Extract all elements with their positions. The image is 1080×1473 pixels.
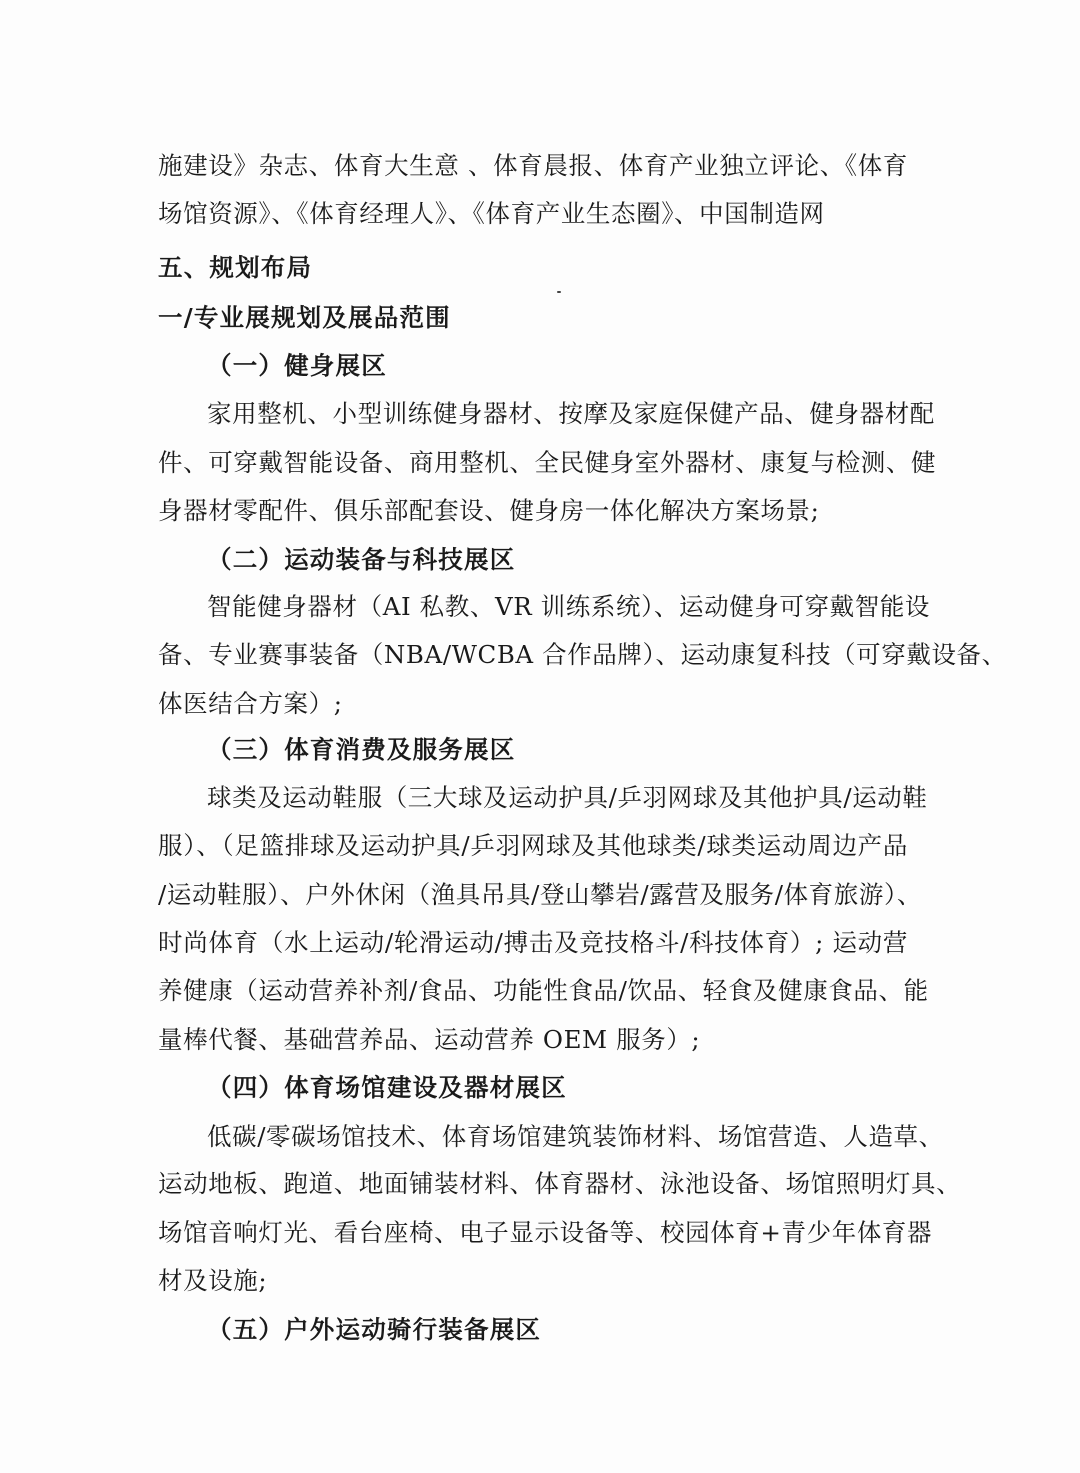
- subsection-heading: 一/专业展规划及展品范围: [158, 303, 451, 332]
- body-text-line: 运动地板、跑道、地面铺装材料、体育器材、泳池设备、场馆照明灯具、: [158, 1169, 962, 1198]
- body-text-line: 件、可穿戴智能设备、商用整机、全民健身室外器材、康复与检测、健: [158, 448, 937, 477]
- body-text-line: 量棒代餐、基础营养品、运动营养 OEM 服务）;: [158, 1025, 701, 1054]
- body-text-line: 时尚体育（水上运动/轮滑运动/搏击及竞技格斗/科技体育）; 运动营: [158, 928, 908, 957]
- body-text-line: 智能健身器材（AI 私教、VR 训练系统）、运动健身可穿戴智能设: [207, 592, 931, 621]
- body-text-line: 备、专业赛事装备（NBA/WCBA 合作品牌）、运动康复科技（可穿戴设备、: [158, 640, 1007, 669]
- body-text-line: 施建设》杂志、体育大生意 、体育晨报、体育产业独立评论、《体育: [158, 151, 908, 180]
- body-text-line: /运动鞋服）、户外休闲（渔具吊具/登山攀岩/露营及服务/体育旅游）、: [158, 880, 922, 909]
- zone-heading-fitness: （一）健身展区: [207, 351, 387, 380]
- scan-speck: [557, 291, 561, 293]
- zone-heading-consumer-services: （三）体育消费及服务展区: [207, 735, 516, 764]
- zone-heading-venues: （四）体育场馆建设及器材展区: [207, 1073, 567, 1102]
- zone-heading-outdoor-cycling: （五）户外运动骑行装备展区: [207, 1315, 542, 1344]
- body-text-line: 体医结合方案）;: [158, 689, 343, 718]
- body-text-line: 家用整机、小型训练健身器材、按摩及家庭保健产品、健身器材配: [207, 399, 935, 428]
- body-text-line: 球类及运动鞋服（三大球及运动护具/乒羽网球及其他护具/运动鞋: [207, 783, 928, 812]
- section-heading: 五、规划布局: [158, 253, 313, 282]
- body-text-line: 材及设施;: [158, 1266, 268, 1295]
- body-text-line: 服）、（足篮排球及运动护具/乒羽网球及其他球类/球类运动周边产品: [158, 831, 908, 860]
- body-text-line: 养健康（运动营养补剂/食品、功能性食品/饮品、轻食及健康食品、能: [158, 976, 929, 1005]
- body-text-line: 低碳/零碳场馆技术、体育场馆建筑装饰材料、场馆营造、人造草、: [207, 1122, 944, 1151]
- body-text-line: 场馆音响灯光、看台座椅、电子显示设备等、校园体育+青少年体育器: [158, 1218, 933, 1247]
- body-text-line: 场馆资源》、《体育经理人》、《体育产业生态圈》、中国制造网: [158, 199, 825, 228]
- zone-heading-equipment-tech: （二）运动装备与科技展区: [207, 545, 516, 574]
- body-text-line: 身器材零配件、俱乐部配套设、健身房一体化解决方案场景;: [158, 496, 820, 525]
